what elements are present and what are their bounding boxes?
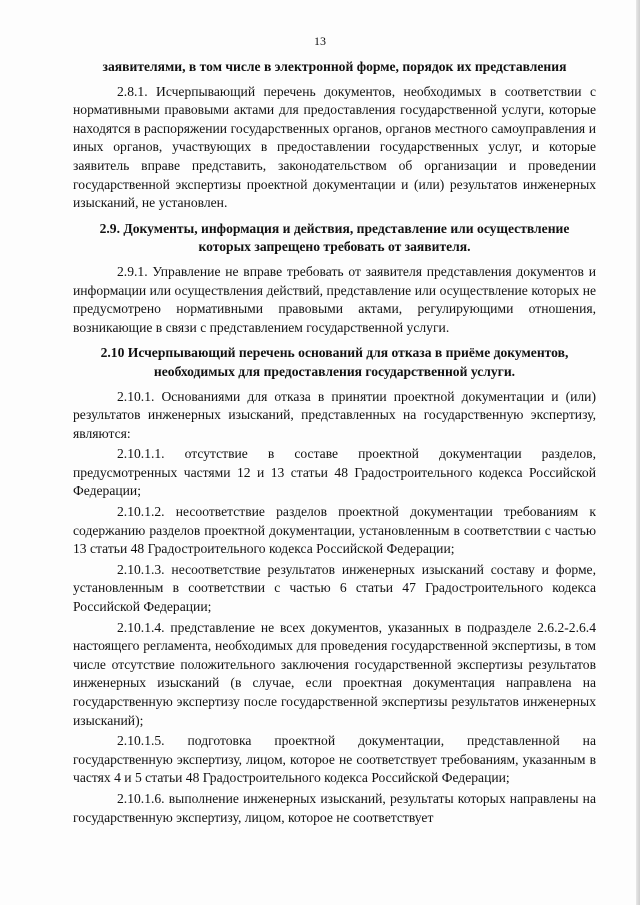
paragraph-2-10-1-4: 2.10.1.4. представление не всех документов, указанных в подразделе 2.6.2-2.6.4 настоящего регламента, необходимых для проведения государственной экспертизы, в том числе отсутствие положительного заключения государственной экспертизы результатов инженерных изысканий (в случае, если проектная документация направлена на государственную экспертизу после государственной экспертизы результатов инженерных изысканий); <box>73 619 596 728</box>
paragraph-2-10-1-2: 2.10.1.2. несоответствие разделов проектной документации требованиям к содержанию разделов проектной документации, установленным в соответствии с частью 13 статьи 48 Градостроительного кодекса Российской Федерации; <box>73 504 596 557</box>
paragraph-2-8-1: 2.8.1. Исчерпывающий перечень документов, необходимых в соответствии с нормативными правовыми актами для предоставления государственной услуги, которые находятся в распоряжении государственных органов, органов местного самоуправления и иных органов, участвующих в предоставлении государственных услуг, и которые заявитель вправе представить, законодательством об организации и проведении государственной экспертизы проектной документации и (или) результатов инженерных изысканий, не установлен. <box>73 83 596 211</box>
paragraph-2-9-1: 2.9.1. Управление не вправе требовать от заявителя представления документов и информации или осуществления действий, представление или осуществление которых не предусмотрено нормативными правовыми актами, регулирующими отношения, возникающие в связи с представлением государственной услуги. <box>73 263 596 335</box>
page-edge-shadow <box>636 0 640 905</box>
paragraph-2-10-1: 2.10.1. Основаниями для отказа в принятии проектной документации и (или) результатов инженерных изысканий, представленных на государственную экспертизу, являются: <box>73 388 596 441</box>
section-heading-2-9: 2.9. Документы, информация и действия, представление или осуществление которых запрещено требовать от заявителя. <box>99 220 570 255</box>
section-heading-continuation: заявителями, в том числе в электронной форме, порядок их представления <box>102 59 567 74</box>
page-number: 13 <box>314 34 326 48</box>
document-body <box>73 58 596 827</box>
paragraph-2-10-1-6: 2.10.1.6. выполнение инженерных изысканий, результаты которых направлены на государственную экспертизу, лицом, которое не соответствует <box>73 790 596 825</box>
paragraph-2-10-1-1: 2.10.1.1. отсутствие в составе проектной документации разделов, предусмотренных частями 12 и 13 статьи 48 Градостроительного кодекса Российской Федерации; <box>73 446 596 499</box>
paragraph-2-10-1-5: 2.10.1.5. подготовка проектной документации, представленной на государственную экспертизу, лицом, которое не соответствует требованиям, указанным в частях 4 и 5 статьи 48 Градостроительного кодекса Российской Федерации; <box>73 733 596 786</box>
paragraph-2-10-1-3: 2.10.1.3. несоответствие результатов инженерных изысканий составу и форме, установленным в соответствии с частью 6 статьи 47 Градостроительного кодекса Российской Федерации; <box>73 561 596 615</box>
section-heading-2-10: 2.10 Исчерпывающий перечень оснований для отказа в приёме документов, необходимых для предоставления государственной услуги. <box>100 345 569 379</box>
